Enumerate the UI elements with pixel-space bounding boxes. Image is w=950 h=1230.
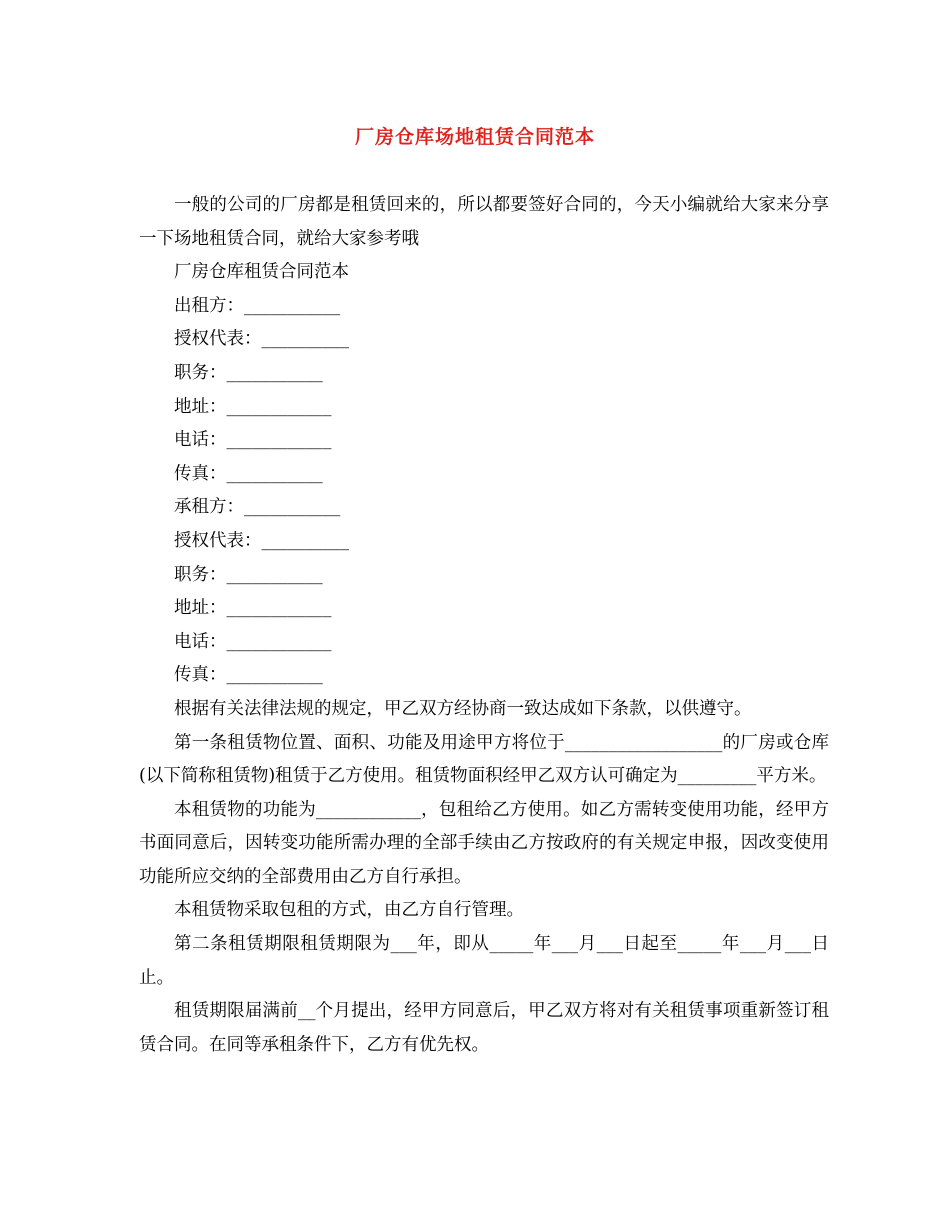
- lessor-address-field: 地址：____________: [174, 396, 332, 417]
- lessee-representative-field: 授权代表：__________: [174, 530, 349, 551]
- lessee-field: 承租方：___________: [174, 497, 341, 518]
- intro-paragraph: 一般的公司的厂房都是租赁回来的，所以都要签好合同的，今天小编就给大家来分享一下场地租赁合同，就给大家参考哦: [139, 195, 829, 249]
- lessor-position-field: 职务：___________: [174, 362, 323, 383]
- document-title: 厂房仓库场地租赁合同范本: [354, 126, 595, 148]
- article-2-paragraph: 第二条租赁期限租赁期限为___年，即从_____年___月___日起至_____年___月___日止。: [139, 934, 829, 988]
- lessee-fax-field: 传真：___________: [174, 665, 323, 686]
- legal-basis-paragraph: 根据有关法律法规的规定，甲乙双方经协商一致达成如下条款，以供遵守。: [174, 698, 752, 719]
- lessor-field: 出租方：___________: [174, 295, 341, 316]
- lessor-phone-field: 电话：____________: [174, 430, 332, 451]
- lessee-position-field: 职务：___________: [174, 564, 323, 585]
- lessor-fax-field: 传真：___________: [174, 463, 323, 484]
- lessee-phone-field: 电话：____________: [174, 631, 332, 652]
- lessee-address-field: 地址：____________: [174, 598, 332, 619]
- lessor-representative-field: 授权代表：__________: [174, 329, 349, 350]
- function-paragraph: 本租赁物的功能为____________，包租给乙方使用。如乙方需转变使用功能，经甲方书面同意后，因转变功能所需办理的全部手续由乙方按政府的有关规定申报，因改变使用功能所应交纳的全部费用由乙方自行承担。: [139, 799, 829, 887]
- renewal-paragraph: 租赁期限届满前__个月提出，经甲方同意后，甲乙双方将对有关租赁事项重新签订租赁合同。在同等承租条件下，乙方有优先权。: [139, 1001, 829, 1055]
- document-body: [139, 189, 829, 1062]
- contract-heading: 厂房仓库租赁合同范本: [174, 262, 349, 283]
- article-1-paragraph: 第一条租赁物位置、面积、功能及用途甲方将位于__________________的厂房或仓库(以下简称租赁物)租赁于乙方使用。租赁物面积经甲乙双方认可确定为_________平方米。: [139, 732, 829, 787]
- management-paragraph: 本租赁物采取包租的方式，由乙方自行管理。: [174, 900, 524, 921]
